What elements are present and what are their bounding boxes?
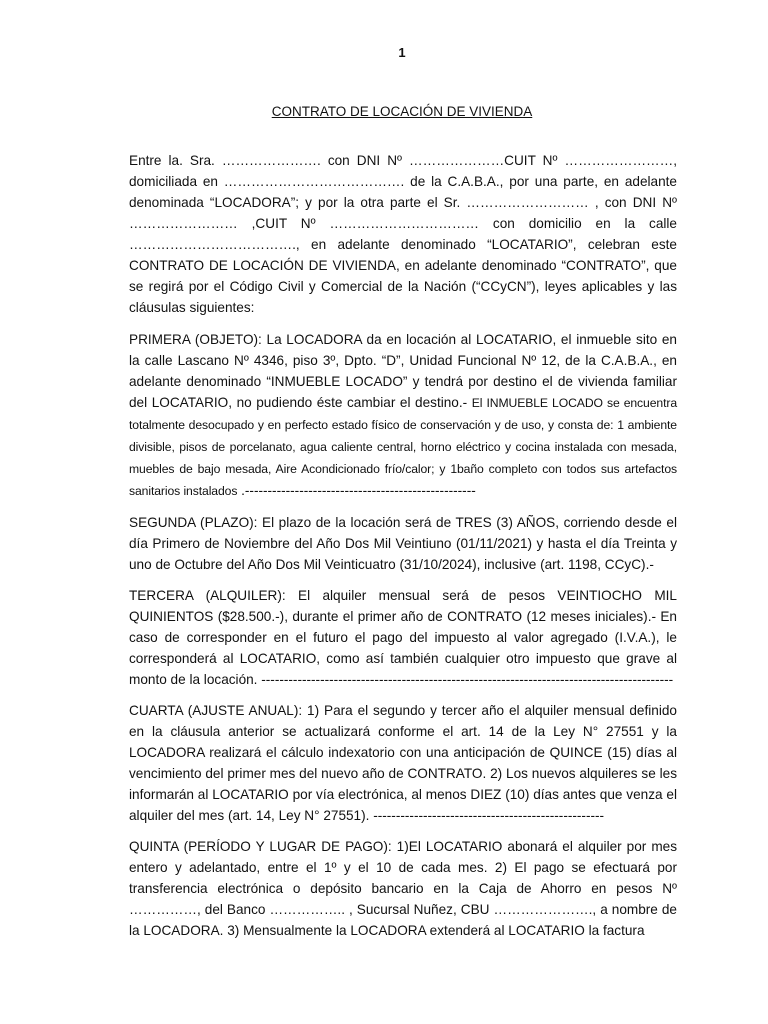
- page-number: 1: [398, 45, 406, 60]
- clause-primera-dashes: .---------------------------------------------------: [241, 483, 476, 498]
- clause-tercera: TERCERA (ALQUILER): El alquiler mensual será de pesos VEINTIOCHO MIL QUINIENTOS ($28.500.-), durante el primer año de CONTRATO (12 meses iniciales).- En caso de corresponder en el futuro el pago del impuesto al valor agregado (I.V.A.), le corresponderá al LOCATARIO, como así también cualquier otro impuesto que grave al monto de la locación. -------------------------------------------------------------------------------------------: [129, 588, 677, 687]
- clause-primera: [129, 329, 677, 502]
- clause-quinta: QUINTA (PERÍODO Y LUGAR DE PAGO): 1)El LOCATARIO abonará el alquiler por mes entero y adelantado, entre el 1º y el 10 de cada mes. 2) El pago se efectuará por transferencia electrónica o depósito bancario en la Caja de Ahorro en pesos Nº ……………, del Banco …………….. , Sucursal Nuñez, CBU …………………., a nombre de la LOCADORA. 3) Mensualmente la LOCADORA extenderá al LOCATARIO la factura: [129, 839, 677, 938]
- clause-primera-text: PRIMERA (OBJETO): La LOCADORA da en locación al LOCATARIO, el inmueble sito en la calle Lascano Nº 4346, piso 3º, Dpto. “D”, Unidad Funcional Nº 12, de la C.A.B.A., en adelante denominado “INMUEBLE LOCADO” y tendrá por destino el de vivienda familiar del LOCATARIO, no pudiendo éste cambiar el destino.-: [129, 332, 677, 410]
- clause-primera-description: El INMUEBLE LOCADO se encuentra totalmente desocupado y en perfecto estado físico de conservación y de uso, y consta de: 1 ambiente divisible, pisos de porcelanato, agua caliente central, horno eléctrico y cocina instalada con mesada, muebles de bajo mesada, Aire Acondicionado frío/calor; y 1baño completo con todos sus artefactos sanitarios instalados: [129, 396, 678, 498]
- clause-cuarta: CUARTA (AJUSTE ANUAL): 1) Para el segundo y tercer año el alquiler mensual definido en la cláusula anterior se actualizará conforme el art. 14 de la Ley N° 27551 y la LOCADORA realizará el cálculo indexatorio con una anticipación de QUINCE (15) días al vencimiento del primer mes del nuevo año de CONTRATO. 2) Los nuevos alquileres se les informarán al LOCATARIO por vía electrónica, al menos DIEZ (10) días antes que venza el alquiler del mes (art. 14, Ley N° 27551). ---------------------------------------------------: [129, 703, 677, 823]
- document-title: CONTRATO DE LOCACIÓN DE VIVIENDA: [271, 104, 533, 119]
- document-body: [129, 150, 677, 951]
- clause-segunda: SEGUNDA (PLAZO): El plazo de la locación será de TRES (3) AÑOS, corriendo desde el día Primero de Noviembre del Año Dos Mil Veintiuno (01/11/2021) y hasta el día Treinta y uno de Octubre del Año Dos Mil Veinticuatro (31/10/2024), inclusive (art. 1198, CCyC).-: [129, 515, 677, 572]
- intro-paragraph: Entre la. Sra. …………………. con DNI Nº …………………CUIT Nº ……………………, domiciliada en …………………………………. de la C.A.B.A., por una parte, en adelante denominada “LOCADORA”; y por la otra parte el Sr. ……………………… , con DNI Nº …………………… ,CUIT Nº …………………………… con domicilio en la calle ………………………………., en adelante denominado “LOCATARIO”, celebran este CONTRATO DE LOCACIÓN DE VIVIENDA, en adelante denominado “CONTRATO”, que se regirá por el Código Civil y Comercial de la Nación (“CCyCN”), leyes aplicables y las cláusulas siguientes:: [129, 153, 677, 315]
